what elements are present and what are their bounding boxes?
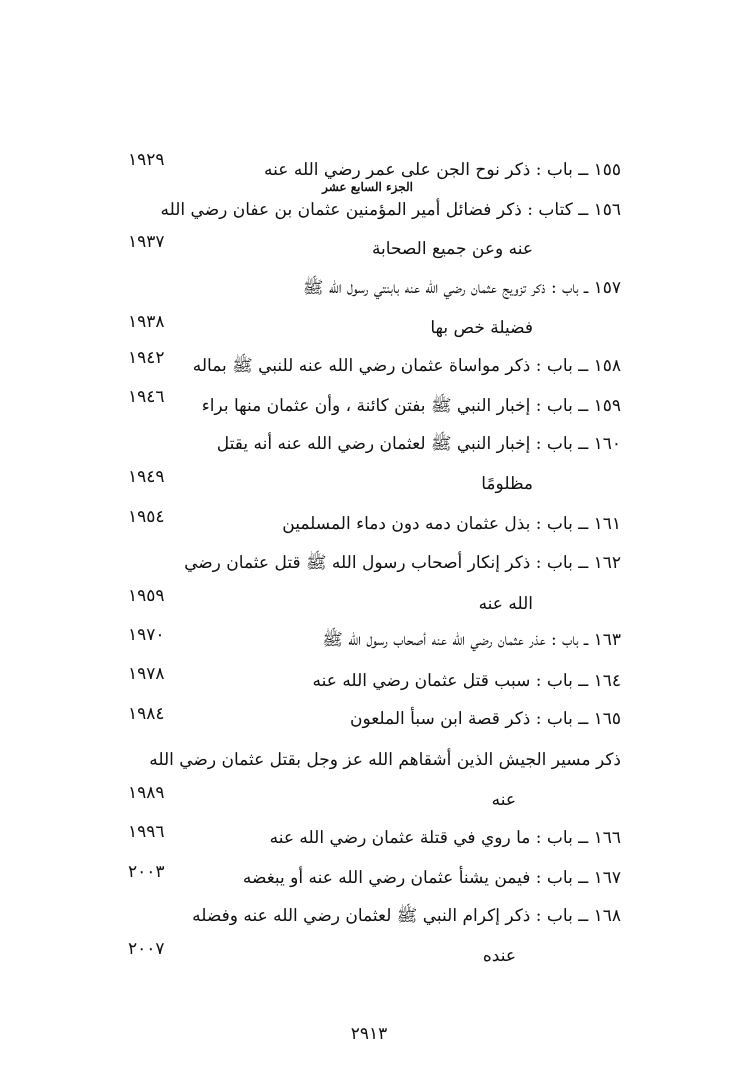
section-march-line-2: عنه [491, 790, 516, 810]
entry-164-line-1: ١٦٤ ــ باب : سبب قتل عثمان رضي الله عنه [312, 671, 621, 691]
entry-157-line-1: ١٥٧ ــ باب : ذكر تزويج عثمان رضي الله عنه بابنتي رسول الله ﷺ [302, 278, 621, 298]
entry-159-page: ١٩٤٦ [128, 387, 165, 407]
entry-157-line-2: فضيلة خص بها [430, 318, 533, 338]
entry-165-page: ١٩٨٤ [128, 704, 165, 724]
entry-160-line-2: مظلومًا [481, 474, 533, 494]
page-number: ٢٩١٣ [350, 1024, 388, 1044]
entry-160-line-1: ١٦٠ ــ باب : إخبار النبي ﷺ لعثمان رضي الله عنه أنه يقتل [216, 434, 621, 454]
entry-168-line-2: عنده [482, 946, 516, 966]
entry-158-page: ١٩٤٢ [128, 348, 165, 368]
entry-167-line-1: ١٦٧ ــ باب : فيمن يشنأ عثمان رضي الله عنه أو يبغضه [242, 868, 621, 888]
section-march-page: ١٩٨٩ [128, 783, 165, 803]
entry-165-line-1: ١٦٥ ــ باب : ذكر قصة ابن سبأ الملعون [349, 709, 621, 729]
entry-157-page: ١٩٣٨ [128, 312, 165, 332]
entry-156-line-2: عنه وعن جميع الصحابة [371, 239, 533, 259]
entry-166-line-1: ١٦٦ ــ باب : ما روي في قتلة عثمان رضي الله عنه [269, 828, 621, 848]
entry-168-page: ٢٠٠٧ [128, 939, 165, 959]
section-march-line-1: ذكر مسير الجيش الذين أشقاهم الله عز وجل بقتل عثمان رضي الله [149, 750, 621, 770]
entry-156-page: ١٩٣٧ [128, 232, 165, 252]
running-header: الجزء السابع عشر [322, 180, 413, 194]
entry-166-page: ١٩٩٦ [128, 822, 165, 842]
entry-167-page: ٢٠٠٣ [128, 862, 165, 882]
entry-159-line-1: ١٥٩ ــ باب : إخبار النبي ﷺ بفتن كائنة ، وأن عثمان منها براء [201, 396, 621, 416]
entry-162-page: ١٩٥٩ [128, 586, 165, 606]
entry-161-page: ١٩٥٤ [128, 507, 165, 527]
entry-162-line-2: الله عنه [478, 594, 533, 614]
entry-158-line-1: ١٥٨ ــ باب : ذكر مواساة عثمان رضي الله عنه للنبي ﷺ بماله [192, 356, 621, 376]
entry-155-page: ١٩٢٩ [128, 150, 165, 170]
entry-163-line-1: ١٦٣ ــ باب : عذر عثمان رضي الله عنه أصحاب رسول الله ﷺ [322, 630, 621, 650]
entry-162-line-1: ١٦٢ ــ باب : ذكر إنكار أصحاب رسول الله ﷺ قتل عثمان رضي [184, 553, 621, 573]
entry-155-line-1: ١٥٥ ــ باب : ذكر نوح الجن على عمر رضي الله عنه [264, 160, 621, 180]
entry-168-line-1: ١٦٨ ــ باب : ذكر إكرام النبي ﷺ لعثمان رضي الله عنه وفضله [192, 906, 621, 926]
entry-156-line-1: ١٥٦ ــ كتاب : ذكر فضائل أمير المؤمنين عثمان بن عفان رضي الله [160, 200, 621, 220]
entry-163-page: ١٩٧٠ [128, 625, 165, 645]
entry-160-page: ١٩٤٩ [128, 467, 165, 487]
entry-161-line-1: ١٦١ ــ باب : بذل عثمان دمه دون دماء المسلمين [282, 514, 621, 534]
entry-164-page: ١٩٧٨ [128, 664, 165, 684]
